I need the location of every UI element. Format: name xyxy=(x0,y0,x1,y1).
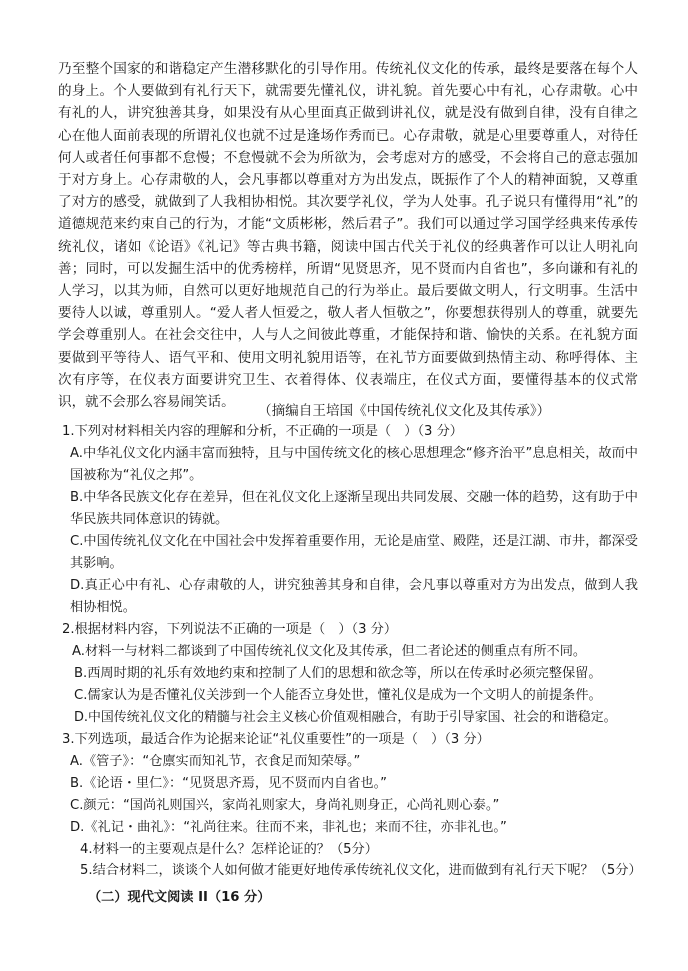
question-5: 5.结合材料二，谈谈个人如何做才能更好地传承传统礼仪文化，进而做到有礼行天下呢？（5分） xyxy=(80,863,642,878)
passage-paragraph: 乃至整个国家的和谐稳定产生潜移默化的引导作用。传统礼仪文化的传承，最终是要落在每个人的身上。个人要做到有礼行天下，就需要先懂礼仪，讲礼貌。首先要心中有礼，心存肃敬。心中有礼的人，讲究独善其身，如果没有从心里面真正做到讲礼仪，就是没有做到自律，没有自律之心在他人面前表现的所谓礼仪也就不过是逢场作秀而已。心存肃敬，就是心里要尊重人，对待任何人或者任何事都不怠慢；不怠慢就不会为所欲为，会考虑对方的感受，不会将自己的意志强加于对方身上。心存肃敬的人，会凡事都以尊重对方为出发点，既振作了个人的精神面貌，又尊重了对方的感受，就做到了人我相协相悦。其次要学礼仪，学为人处事。孔子说只有懂得用“礼”的道德规范来约束自己的行为，才能“文质彬彬，然后君子”。我们可以通过学习国学经典来传承传统礼仪，诸如《论语》《礼记》等古典书籍，阅读中国古代关于礼仪的经典著作可以让人明礼向善；同时，可以发掘生活中的优秀榜样，所谓“见贤思齐，见不贤而内自省也”，多向谦和有礼的人学习，以其为师，自然可以更好地规范自己的行为举止。最后要做文明人，行文明事。生活中要待人以诚，尊重别人。“爱人者人恒爱之，敬人者人恒敬之”，你要想获得别人的尊重，就要先学会尊重别人。在社会交往中，人与人之间彼此尊重，才能保持和谐、愉快的关系。在礼貌方面要做到平等待人、语气平和、使用文明礼貌用语等，在礼节方面要做到热情主动、称呼得体、主次有序等，在仪表方面要讲究卫生、衣着得体、仪表端庄，在仪式方面，要懂得基本的仪式常识，就不会那么容易闹笑话。 xyxy=(58,61,638,411)
question-1-option-b: B.中华各民族文化存在差异，但在礼仪文化上逐渐呈现出共同发展、交融一体的趋势，这有助于中华民族共同体意识的铸就。 xyxy=(70,490,638,527)
question-1-option-d: D.真正心中有礼、心存肃敬的人，讲究独善其身和自律，会凡事以尊重对方为出发点，做到人我相协相悦。 xyxy=(70,578,638,615)
question-3-option-a: A.《管子》：“仓廪实而知礼节，衣食足而知荣辱。” xyxy=(70,754,361,769)
section-heading: （二）现代文阅读 II（16 分） xyxy=(88,890,271,905)
question-2-stem: 2.根据材料内容，下列说法不正确的一项是（ ）（3 分） xyxy=(62,622,398,637)
question-2-option-d: D.中国传统礼仪文化的精髓与社会主义核心价值观相融合，有助于引导家国、社会的和谐稳定。 xyxy=(74,710,617,725)
question-3-stem: 3.下列选项，最适合作为论据来论证“礼仪重要性”的一项是（ ）（3 分） xyxy=(62,732,490,747)
question-1-option-c: C.中国传统礼仪文化在中国社会中发挥着重要作用，无论是庙堂、殿陛，还是江湖、市井，都深受其影响。 xyxy=(70,534,638,571)
question-3-option-b: B.《论语・里仁》：“见贤思齐焉，见不贤而内自省也。” xyxy=(70,776,388,791)
question-3-option-c: C.颜元：“国尚礼则国兴，家尚礼则家大，身尚礼则身正，心尚礼则心泰。” xyxy=(70,798,500,813)
question-4: 4.材料一的主要观点是什么？怎样论证的？（5分） xyxy=(80,842,378,857)
question-2-option-a: A.材料一与材料二都谈到了中国传统礼仪文化及其传承，但二者论述的侧重点有所不同。 xyxy=(72,644,587,659)
question-1-stem: 1.下列对材料相关内容的理解和分析，不正确的一项是（ ）（3 分） xyxy=(62,424,463,439)
question-2-option-c: C.儒家认为是否懂礼仪关涉到一个人能否立身处世，懂礼仪是成为一个文明人的前提条件。 xyxy=(74,688,602,703)
question-1-option-a: A.中华礼仪文化内涵丰富而独特，且与中国传统文化的核心思想理念“修齐治平”息息相关，故而中国被称为“礼仪之邦”。 xyxy=(70,446,638,483)
question-3-option-d: D.《礼记・曲礼》：“礼尚往来。往而不来，非礼也；来而不往，亦非礼也。” xyxy=(70,820,507,835)
source-citation: （摘编自王培国《中国传统礼仪文化及其传承》） xyxy=(258,403,551,419)
question-2-option-b: B.西周时期的礼乐有效地约束和控制了人们的思想和欲念等，所以在传承时必须完整保留。 xyxy=(74,666,602,681)
